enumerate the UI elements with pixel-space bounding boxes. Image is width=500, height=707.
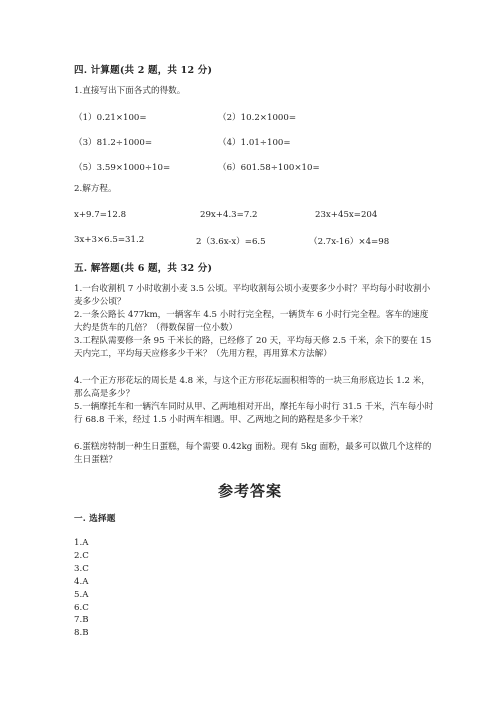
- word-problem-6: 6.蛋糕房特制一种生日蛋糕，每个需要 0.42kg 面粉。现有 5kg 面粉，最多可以做几个这样的生日蛋糕？: [74, 442, 432, 466]
- answer-list: [74, 537, 89, 640]
- q2-item-4: 3x+3×6.5=31.2: [74, 235, 145, 245]
- q2-item-5: 2（3.6x-x）=6.5: [196, 237, 266, 247]
- word-problem-1: 1.一台收割机 7 小时收割小麦 3.5 公顷。平均收割每公顷小麦要多少小时？平均每小时收割小麦多少公顷？: [74, 284, 431, 308]
- word-problem-3: 3.工程队需要修一条 95 千米长的路，已经修了 20 天，平均每天修 2.5 千米，余下的要在 15 天内完工，平均每天应修多少千米？（先用方程，再用算术方法解）: [74, 336, 432, 360]
- word-problem-4: 4.一个正方形花坛的周长是 4.8 米，与这个正方形花坛面积相等的一块三角形底边长 1.2 米，那么高是多少？: [74, 376, 430, 400]
- answer-item: 8.B: [74, 628, 89, 639]
- q1-item-4: （4）1.01÷100=: [218, 138, 291, 148]
- answer-item: 7.B: [74, 615, 89, 626]
- answer-item: 5.A: [74, 589, 89, 600]
- question-2-title: 2.解方程。: [74, 184, 117, 194]
- q1-item-2: （2）10.2×1000=: [218, 113, 297, 123]
- section-heading-calculation: 四. 计算题(共 2 题，共 12 分): [74, 65, 213, 76]
- q2-item-2: 29x+4.3=7.2: [200, 210, 258, 220]
- q2-item-6: （2.7x-16）×4=98: [309, 237, 390, 247]
- answers-title: 参考答案: [217, 482, 282, 500]
- q2-item-1: x+9.7=12.8: [74, 210, 127, 220]
- answer-item: 1.A: [74, 538, 89, 548]
- word-problem-5: 5.一辆摩托车和一辆汽车同时从甲、乙两地相对开出，摩托车每小时行 31.5 千米，汽车每小时行 68.8 千米，经过 1.5 小时两车相遇。甲、乙两地之间的路程是多少千米？: [74, 402, 434, 426]
- answer-item: 3.C: [74, 563, 89, 574]
- answer-item: 6.C: [74, 602, 89, 613]
- q2-item-3: 23x+45x=204: [315, 210, 378, 220]
- section-heading-word-problems: 五. 解答题(共 6 题，共 32 分): [74, 263, 213, 274]
- answer-item: 4.A: [74, 576, 89, 587]
- answer-item: 2.C: [74, 550, 89, 561]
- question-1-title: 1.直接写出下面各式的得数。: [74, 86, 186, 96]
- q1-item-6: （6）601.58÷100×10=: [218, 163, 320, 173]
- answers-section-heading: 一. 选择题: [74, 514, 116, 524]
- q1-item-1: （1）0.21×100=: [74, 113, 147, 123]
- q1-item-5: （5）3.59×1000÷10=: [74, 163, 171, 173]
- q1-item-3: （3）81.2÷1000=: [74, 138, 153, 148]
- word-problem-2: 2.一条公路长 477km，一辆客车 4.5 小时行完全程，一辆货车 6 小时行完全程。客车的速度大约是货车的几倍？（得数保留一位小数）: [74, 310, 429, 334]
